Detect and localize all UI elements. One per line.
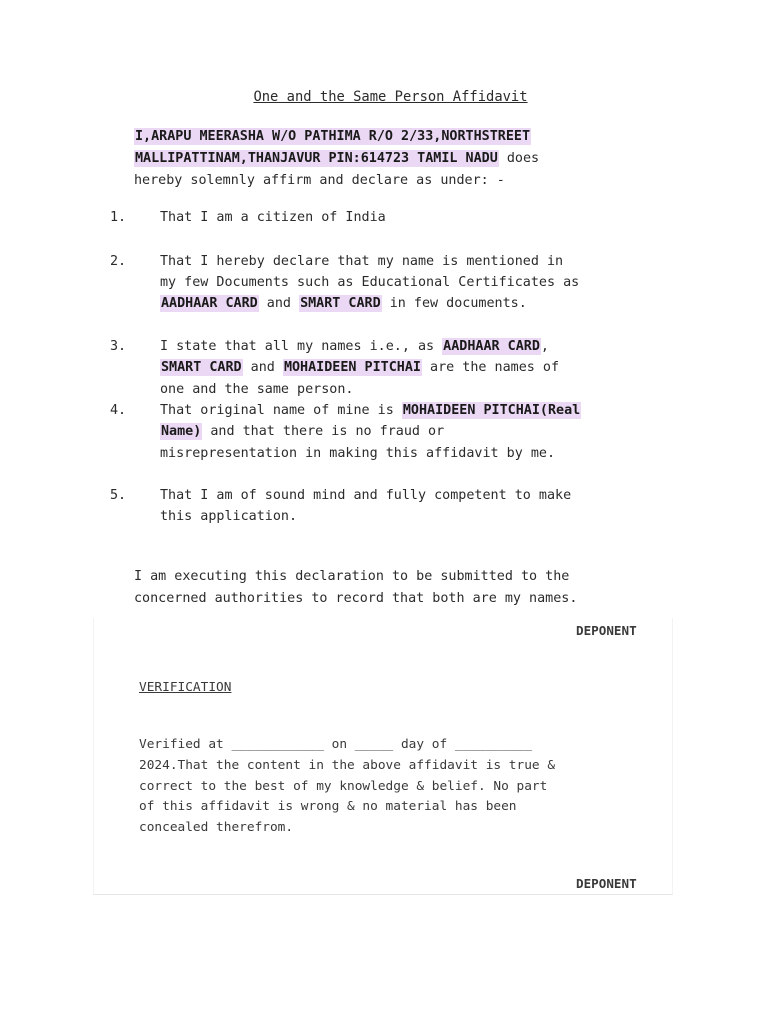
document-title: One and the Same Person Affidavit [253, 89, 528, 105]
item-5-line-2: this application. [160, 509, 298, 524]
item-3-line-1: I state that all my names i.e., as AADHAAR CARD, [160, 339, 549, 354]
closing-line-2: concerned authorities to record that both are my names. [134, 591, 578, 606]
verification-line-3: correct to the best of my knowledge & belief. No part [139, 779, 548, 794]
intro-line-2: MALLIPATTINAM,THANJAVUR PIN:614723 TAMIL NADU does [135, 151, 540, 166]
verification-line-5: concealed therefrom. [139, 820, 294, 835]
deponent-label: DEPONENT [576, 623, 637, 638]
verification-panel [93, 618, 673, 895]
item-3-line-2: SMART CARD and MOHAIDEEN PITCHAI are the names of [161, 360, 560, 375]
item-number: 1. [110, 210, 127, 225]
verification-heading: VERIFICATION [139, 680, 232, 695]
item-2-line-2: my few Documents such as Educational Certificates as [160, 275, 580, 290]
item-4-line-3: misrepresentation in making this affidavit by me. [160, 446, 556, 461]
intro-line-3: hereby solemnly affirm and declare as under: - [134, 173, 505, 188]
item-number: 2. [110, 254, 127, 269]
item-4-line-1: That original name of mine is MOHAIDEEN PITCHAI(Real [160, 403, 581, 418]
item-3-line-3: one and the same person. [160, 382, 354, 397]
item-5-line-1: That I am of sound mind and fully competent to make [160, 488, 572, 503]
item-4-line-2: Name) and that there is no fraud or [161, 424, 445, 439]
closing-line-1: I am executing this declaration to be submitted to the [134, 569, 570, 584]
verification-line-1: Verified at ____________ on _____ day of __________ [139, 737, 532, 752]
item-number: 3. [110, 339, 127, 354]
item-2-line-1: That I hereby declare that my name is mentioned in [160, 254, 564, 269]
intro-line-1: I,ARAPU MEERASHA W/O PATHIMA R/O 2/33,NORTHSTREET [135, 129, 531, 144]
item-number: 4. [110, 403, 127, 418]
item-1-line-1: That I am a citizen of India [160, 210, 386, 225]
item-2-line-3: AADHAAR CARD and SMART CARD in few documents. [161, 296, 527, 311]
verification-deponent-label: DEPONENT [576, 876, 637, 891]
verification-line-2: 2024.That the content in the above affidavit is true & [139, 758, 556, 773]
verification-line-4: of this affidavit is wrong & no material has been [139, 799, 517, 814]
item-number: 5. [110, 488, 127, 503]
